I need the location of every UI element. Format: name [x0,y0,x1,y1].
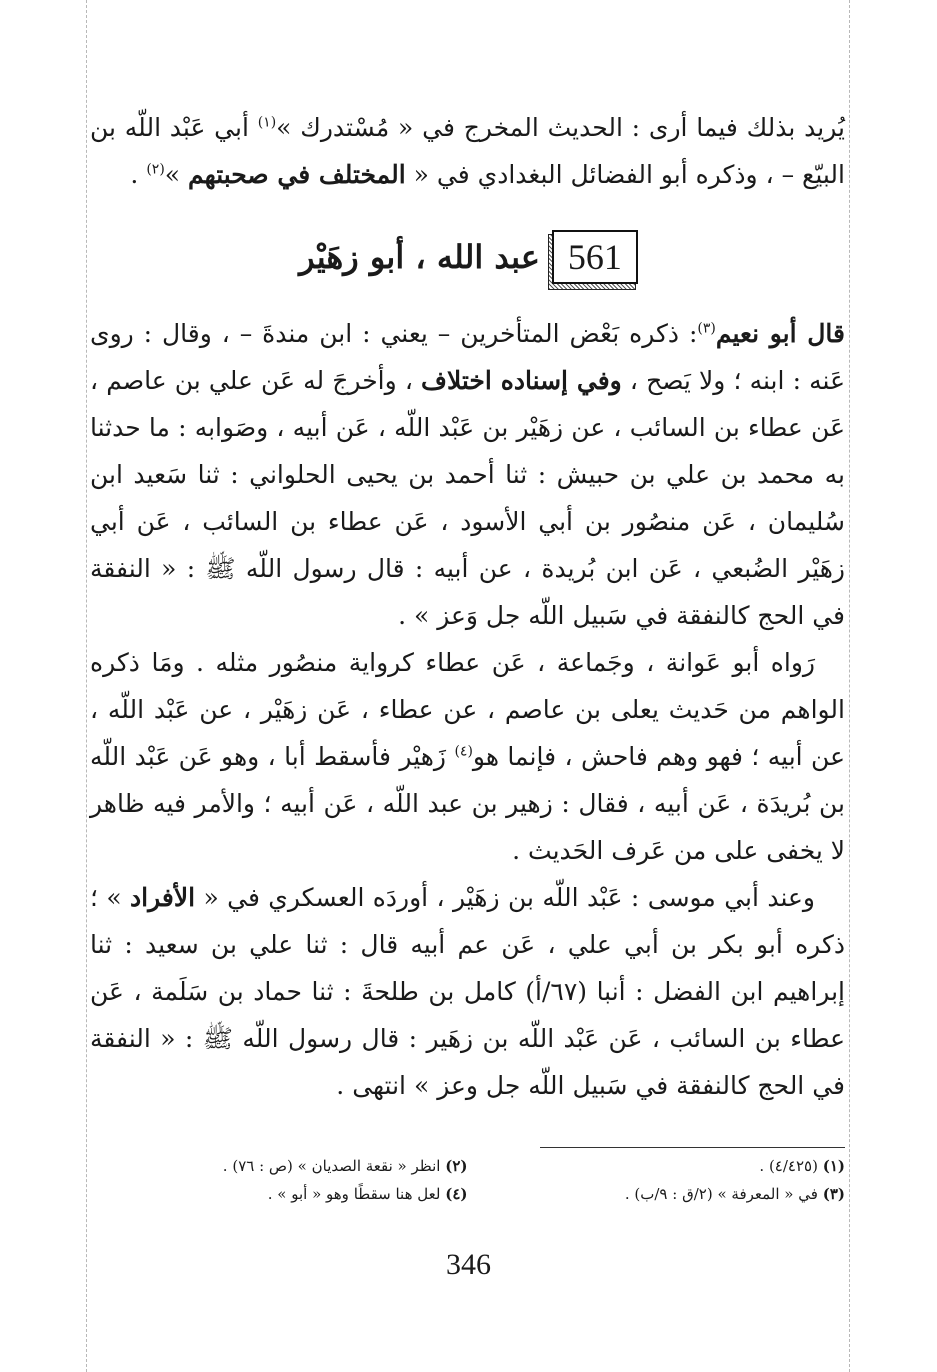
footnote-mark: (٤) [445,1185,468,1203]
footnote-ref-3[interactable]: (٣) [697,320,716,337]
intro-text-1: يُريد بذلك فيما أرى : الحديث المخرج في « مُسْتدرك » [276,113,845,142]
page-number: 346 [446,1248,491,1281]
main-text [90,310,845,1109]
footnote-2 [90,1152,468,1180]
footnote-separator [540,1147,845,1148]
entry-number: 561 [552,230,638,284]
entry-title: عبد الله ، أبو زهَيْر [299,238,540,276]
footnote-mark: (٢) [445,1157,468,1175]
margin-guide-right [849,0,850,1372]
footnote-mark: (٣) [822,1185,845,1203]
footnote-mark: (١) [822,1157,845,1175]
footnote-text: انظر « نقعة الصديان » (ص : ٧٦) . [222,1157,441,1175]
paragraph-1 [90,310,845,639]
p3-text-2: » ؛ ذكره أبو بكر بن أبي علي ، عَن عم أبيه قال : ثنا علي بن سعيد : ثنا إبراهيم ابن الفضل : أنبا (٦٧/أ) كامل بن طلحةَ : ثنا حماد بن سَلَمة ، عَن عطاء بن السائب ، عَن عَبْد اللّه بن زهَير : قال رسول اللّه ﷺ : « النفقة في الحج كالنفقة في سَبيل اللّه جل وعز » انتهى . [90,883,845,1100]
footnote-text: (٤/٤٢٥) . [759,1157,818,1175]
paragraph-3 [90,874,845,1109]
intro-text-3: » [164,160,189,189]
footnote-text: في « المعرفة » (٢/ق : ٩/ب) . [624,1185,818,1203]
p2-text-1: رَواه أبو عَوانة ، وجَماعة ، عَن عطاء كرواية منصُور مثله . ومَا ذكره الواهم من حَديث يعلى بن عاصم ، عن عطاء ، عَن زهَيْر ، عن عَبْد اللّه ، عن أبيه ؛ فهو وهم فاحش ، فإنما هو [90,648,845,771]
paragraph-2 [90,639,845,874]
footnote-text: لعل هنا سقطًا وهو « أبو » . [267,1185,441,1203]
margin-guide-left [86,0,87,1372]
footnote-ref-2[interactable]: (٢) [146,161,165,178]
intro-text-2: أبي عَبْد اللّه بن البيّع – ، وذكره أبو الفضائل البغدادي في « [90,113,845,189]
book-title-bold: المختلف في صحبتهم [188,160,406,189]
p3-text-1: وعند أبي موسى : عَبْد اللّه بن زهَيْر ، أوردَه العسكري في « [195,883,816,912]
p1-bold-phrase: وفي إسناده اختلاف [421,366,622,395]
footnote-4 [90,1180,468,1208]
footnote-ref-1[interactable]: (١) [257,114,277,131]
footnote-1 [468,1152,846,1180]
footnotes [90,1152,845,1208]
footnote-row [90,1180,845,1208]
p1-text-2: ، وأخرجَ له عَن علي بن عاصم ، عَن عطاء بن السائب ، عن زهَيْر بن عَبْد اللّه ، عَن أبيه ، وصَوابه : ما حدثنا به محمد بن علي بن حبيش : ثنا أحمد بن يحيى الحلواني : ثنا سَعيد ابن سُليمان ، عَن منصُور بن أبي الأسود ، عَن عطاء بن السائب ، عَن أبي زهَيْر الضُبعي ، عَن ابن بُريدة ، عن أبيه : قال رسول اللّه ﷺ : « النفقة في الحج كالنفقة في سَبيل اللّه جل وَعز » . [90,366,845,630]
p1-text-1: : ذكره بَعْض المتأخرين – يعني : ابن مندةَ – ، وقال : روى عَنه : ابنه ؛ ولا يَصح ، [90,319,845,395]
p3-bold-title: الأفراد [130,883,196,912]
lead-bold: قال أبو نعيم [715,319,845,348]
footnote-row [90,1152,845,1180]
entry-number-box [552,230,638,284]
entry-heading [0,230,937,284]
intro-text-4: . [130,160,147,189]
p2-text-2: زَهيْر فأسقط أبا ، وهو عَن عَبْد اللّه بن بُريدَة ، عَن أبيه ، فقال : زهير بن عبد اللّه ، عَن أبيه ؛ والأمر فيه ظاهر لا يخفى على من عَرف الحَديث . [90,742,845,865]
footnote-3 [468,1180,846,1208]
intro-paragraph [90,104,845,198]
footnote-ref-4[interactable]: (٤) [454,743,473,760]
